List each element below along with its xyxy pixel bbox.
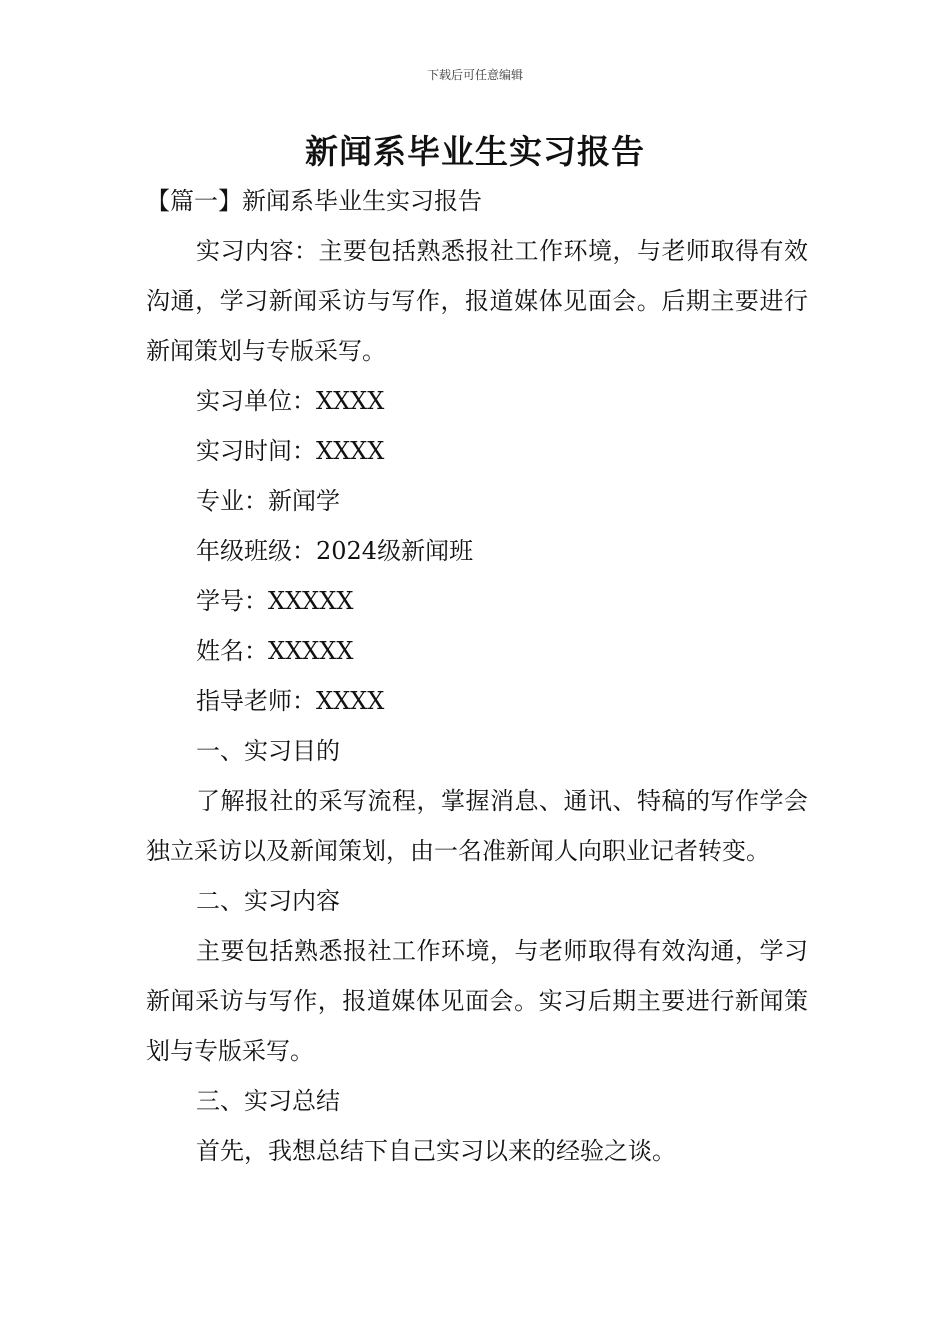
field-major: 专业：新闻学 [196,487,340,515]
paragraph-internship-content-summary: 实习内容：主要包括熟悉报社工作环境，与老师取得有效沟通，学习新闻采访与写作，报道媒体见面会。后期主要进行新闻策划与专版采写。 [146,237,808,365]
paragraph-purpose: 了解报社的采写流程，掌握消息、通讯、特稿的写作学会独立采访以及新闻策划，由一名准新闻人向职业记者转变。 [146,787,808,865]
document-title: 新闻系毕业生实习报告 [305,132,645,171]
document-body [146,176,808,1176]
heading-content: 二、实习内容 [196,887,340,915]
heading-purpose: 一、实习目的 [196,737,340,765]
header-note: 下载后可任意编辑 [426,68,523,82]
paragraph-content: 主要包括熟悉报社工作环境，与老师取得有效沟通，学习新闻采访与写作，报道媒体见面会。实习后期主要进行新闻策划与专版采写。 [146,937,808,1065]
field-internship-time: 实习时间：XXXX [196,437,385,465]
field-name: 姓名：XXXXX [196,637,354,665]
paragraph-summary: 首先，我想总结下自己实习以来的经验之谈。 [196,1137,676,1165]
field-advisor: 指导老师：XXXX [196,687,385,715]
heading-summary: 三、实习总结 [196,1087,340,1115]
field-student-id: 学号：XXXXX [196,587,354,615]
field-grade-class: 年级班级：2024级新闻班 [196,537,474,565]
field-internship-unit: 实习单位：XXXX [196,387,385,415]
section-heading: 【篇一】新闻系毕业生实习报告 [146,187,482,215]
